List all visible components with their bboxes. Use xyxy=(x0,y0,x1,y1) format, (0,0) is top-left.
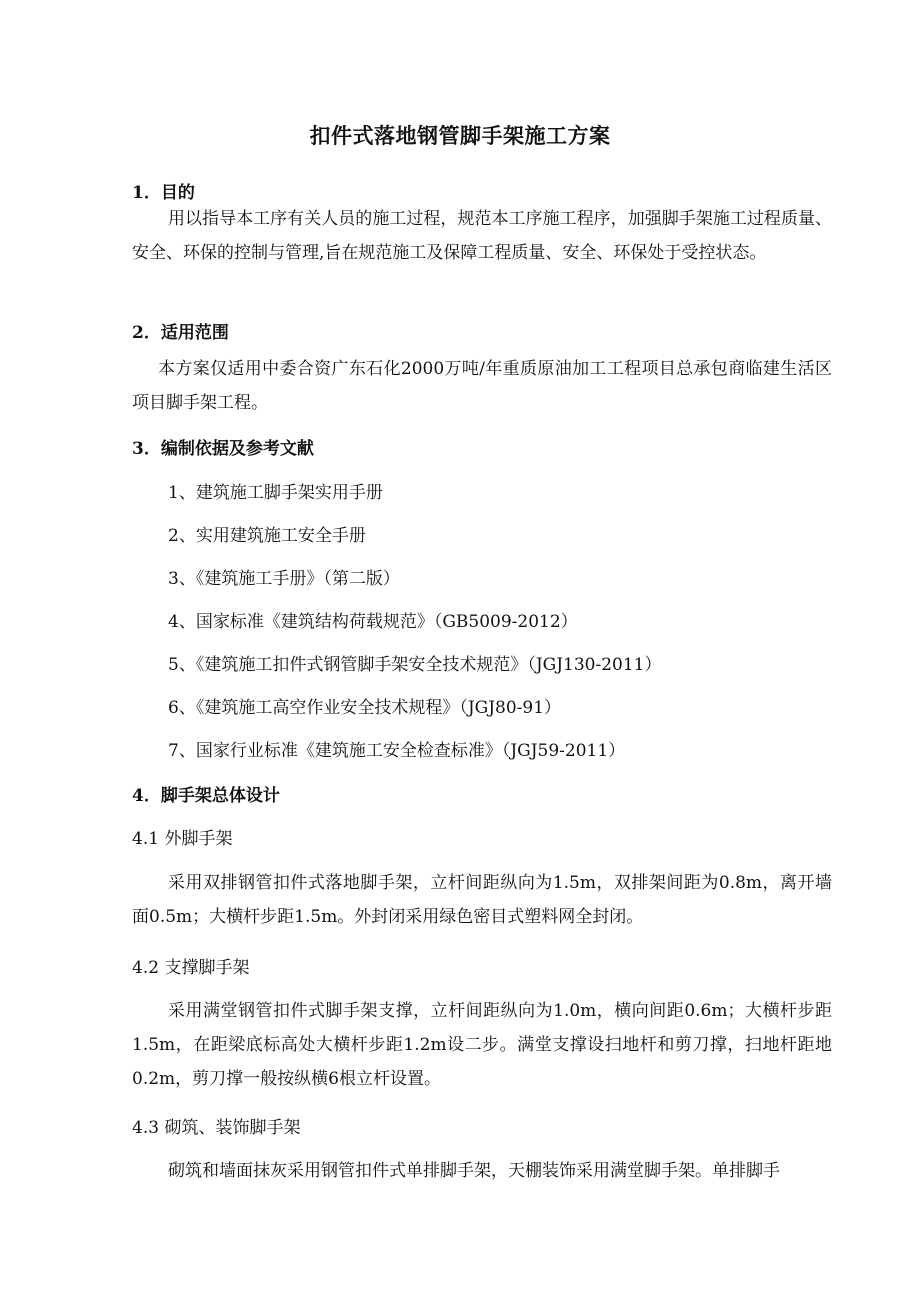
reference-item: 7、国家行业标准《建筑施工安全检查标准》（JGJ59-2011） xyxy=(168,741,626,761)
subsection-4-1-heading: 4.1 外脚手架 xyxy=(132,829,233,849)
reference-item: 5、《建筑施工扣件式钢管脚手架安全技术规范》（JGJ130-2011） xyxy=(168,655,662,675)
reference-item: 6、《建筑施工高空作业安全技术规程》（JGJ80-91） xyxy=(168,698,562,718)
subsection-4-2-body: 采用满堂钢管扣件式脚手架支撑，立杆间距纵向为1.0m，横向间距0.6m；大横杆步距1.5m，在距梁底标高处大横杆步距1.2m设二步。满堂支撑设扫地杆和剪刀撑，扫地杆距地0.2m，剪刀撑一般按纵横6根立杆设置。 xyxy=(132,1001,832,1089)
reference-item: 2、实用建筑施工安全手册 xyxy=(168,526,366,546)
section-3-heading: 3．编制依据及参考文献 xyxy=(132,439,314,459)
section-2-body: 本方案仅适用中委合资广东石化2000万吨/年重质原油加工工程项目总承包商临建生活区项目脚手架工程。 xyxy=(132,359,832,413)
reference-item: 1、建筑施工脚手架实用手册 xyxy=(168,483,383,503)
reference-item: 4、国家标准《建筑结构荷载规范》（GB5009-2012） xyxy=(168,612,578,632)
subsection-4-2-heading: 4.2 支撑脚手架 xyxy=(132,958,250,978)
section-4-heading: 4．脚手架总体设计 xyxy=(132,786,280,806)
subsection-4-3-heading: 4.3 砌筑、装饰脚手架 xyxy=(132,1118,301,1138)
section-1-body: 用以指导本工序有关人员的施工过程，规范本工序施工程序，加强脚手架施工过程质量、安全、环保的控制与管理,旨在规范施工及保障工程质量、安全、环保处于受控状态。 xyxy=(132,209,832,263)
document-title: 扣件式落地钢管脚手架施工方案 xyxy=(309,123,611,148)
subsection-4-1-body: 采用双排钢管扣件式落地脚手架，立杆间距纵向为1.5m，双排架间距为0.8m，离开墙面0.5m；大横杆步距1.5m。外封闭采用绿色密目式塑料网全封闭。 xyxy=(132,873,832,927)
reference-item: 3、《建筑施工手册》（第二版） xyxy=(168,569,400,589)
subsection-4-3-body: 砌筑和墙面抹灰采用钢管扣件式单排脚手架，天棚装饰采用满堂脚手架。单排脚手 xyxy=(168,1161,780,1181)
section-1-heading: 1．目的 xyxy=(132,183,195,203)
section-2-heading: 2．适用范围 xyxy=(132,323,229,343)
